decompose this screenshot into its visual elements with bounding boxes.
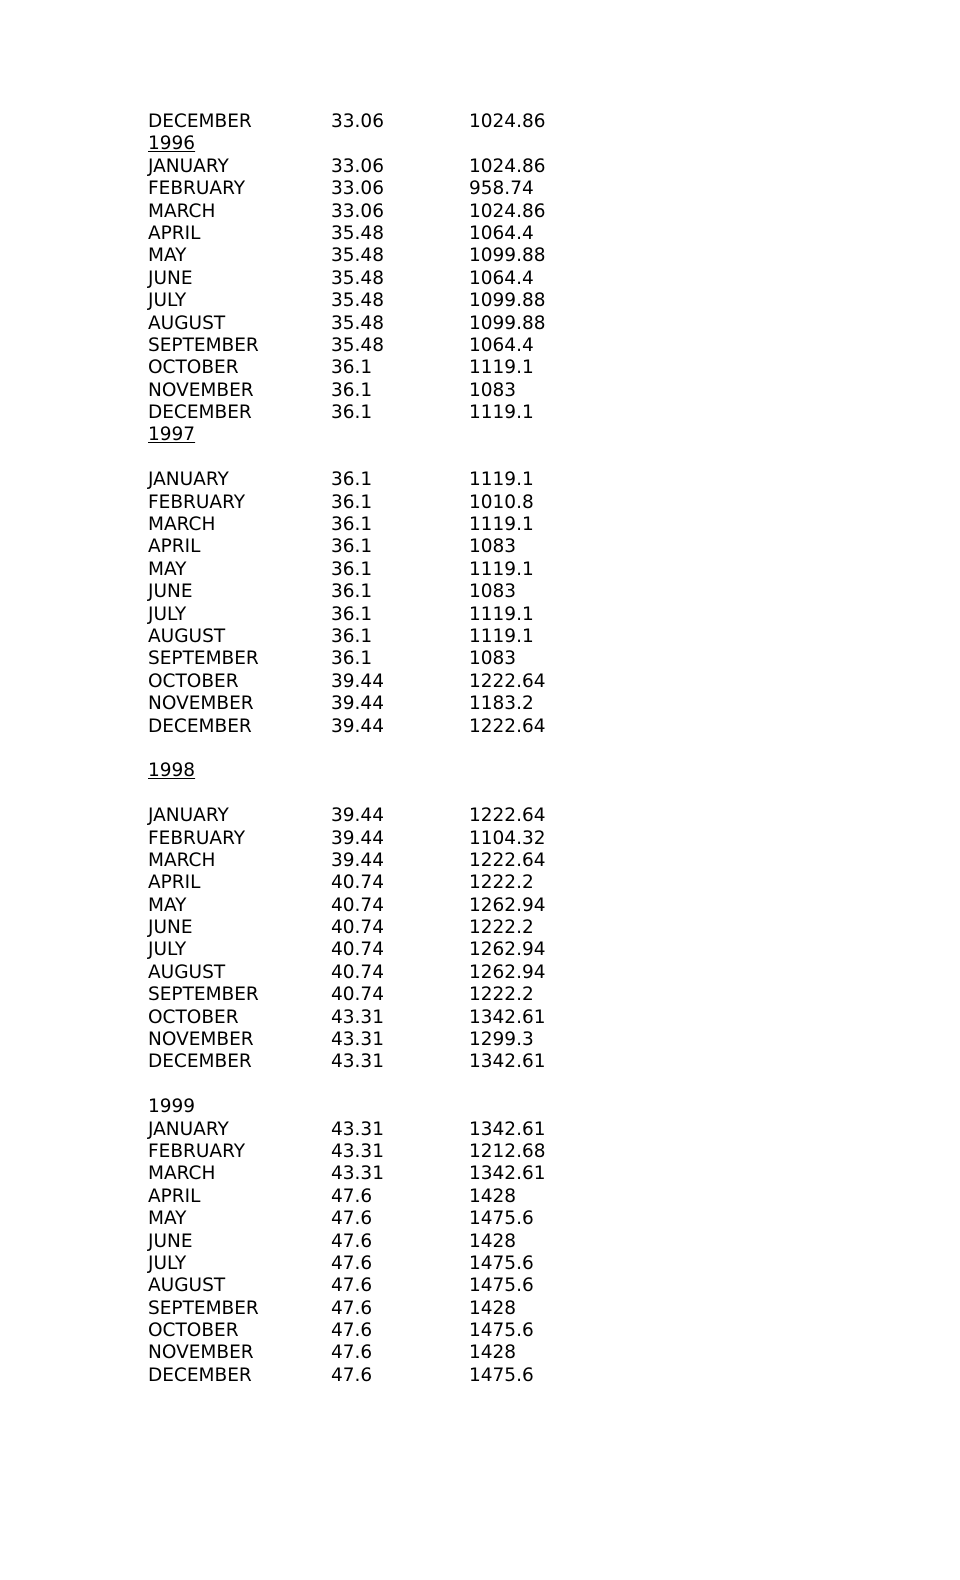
table-row bbox=[148, 178, 668, 200]
table-row bbox=[148, 693, 668, 715]
month-cell: MARCH bbox=[148, 849, 216, 871]
table-row bbox=[148, 156, 668, 178]
rate-cell: 36.1 bbox=[331, 491, 373, 513]
table-row bbox=[148, 626, 668, 648]
amount-cell: 1262.94 bbox=[469, 961, 546, 983]
year-row bbox=[148, 760, 668, 782]
rate-cell: 36.1 bbox=[331, 536, 373, 558]
table-row bbox=[148, 111, 668, 133]
rate-cell: 40.74 bbox=[331, 917, 384, 939]
rate-cell: 47.6 bbox=[331, 1275, 373, 1297]
rate-cell: 39.44 bbox=[331, 805, 384, 827]
rate-cell: 35.48 bbox=[331, 222, 384, 244]
table-row bbox=[148, 872, 668, 894]
table-row bbox=[148, 201, 668, 223]
amount-cell: 1212.68 bbox=[469, 1140, 546, 1162]
month-cell: JUNE bbox=[148, 267, 193, 289]
year-row bbox=[148, 133, 668, 155]
month-cell: JANUARY bbox=[148, 469, 229, 491]
month-cell: DECEMBER bbox=[148, 111, 252, 132]
rate-cell: 39.44 bbox=[331, 670, 384, 692]
rate-cell: 39.44 bbox=[331, 827, 384, 849]
rate-cell: 40.74 bbox=[331, 872, 384, 894]
amount-cell: 1342.61 bbox=[469, 1006, 546, 1028]
rate-cell: 33.06 bbox=[331, 200, 384, 222]
rate-cell: 43.31 bbox=[331, 1006, 384, 1028]
rate-cell: 47.6 bbox=[331, 1252, 373, 1274]
month-cell: AUGUST bbox=[148, 961, 226, 983]
amount-cell: 1342.61 bbox=[469, 1163, 546, 1185]
amount-cell: 1083 bbox=[469, 648, 517, 670]
table-row bbox=[148, 984, 668, 1006]
month-cell: AUGUST bbox=[148, 312, 226, 334]
table-row bbox=[148, 1208, 668, 1230]
table-row bbox=[148, 1029, 668, 1051]
amount-cell: 1342.61 bbox=[469, 1118, 546, 1140]
rate-cell: 47.6 bbox=[331, 1364, 373, 1386]
table-row bbox=[148, 1007, 668, 1029]
amount-cell: 1183.2 bbox=[469, 693, 534, 715]
rate-cell: 36.1 bbox=[331, 514, 373, 536]
table-row bbox=[148, 671, 668, 693]
month-cell: JUNE bbox=[148, 1230, 193, 1252]
month-cell: JUNE bbox=[148, 917, 193, 939]
table-row bbox=[148, 268, 668, 290]
rate-cell: 40.74 bbox=[331, 939, 384, 961]
rate-cell: 35.48 bbox=[331, 245, 384, 267]
month-cell: FEBRUARY bbox=[148, 491, 246, 513]
amount-cell: 1222.64 bbox=[469, 849, 546, 871]
rate-cell: 33.06 bbox=[331, 155, 384, 177]
amount-cell: 1119.1 bbox=[469, 558, 534, 580]
month-cell: JULY bbox=[148, 603, 187, 625]
month-cell: APRIL bbox=[148, 222, 201, 244]
rate-cell: 47.6 bbox=[331, 1342, 373, 1364]
rate-cell: 43.31 bbox=[331, 1051, 384, 1073]
table-row bbox=[148, 290, 668, 312]
amount-cell: 1475.6 bbox=[469, 1364, 534, 1386]
month-cell: NOVEMBER bbox=[148, 379, 254, 401]
amount-cell: 1299.3 bbox=[469, 1029, 534, 1051]
table-row bbox=[148, 1186, 668, 1208]
amount-cell: 1104.32 bbox=[469, 827, 546, 849]
month-cell: JULY bbox=[148, 290, 187, 312]
rate-cell: 43.31 bbox=[331, 1029, 384, 1051]
table-row bbox=[148, 939, 668, 961]
table-row bbox=[148, 1141, 668, 1163]
year-heading: 1999 bbox=[148, 1096, 196, 1118]
amount-cell: 1083 bbox=[469, 379, 517, 401]
rate-cell: 47.6 bbox=[331, 1297, 373, 1319]
amount-cell: 1222.2 bbox=[469, 917, 534, 939]
amount-cell: 1342.61 bbox=[469, 1051, 546, 1073]
amount-cell: 1475.6 bbox=[469, 1208, 534, 1230]
table-row bbox=[148, 380, 668, 402]
amount-cell: 1064.4 bbox=[469, 334, 534, 356]
amount-cell: 1262.94 bbox=[469, 894, 546, 916]
month-cell: OCTOBER bbox=[148, 670, 239, 692]
amount-cell: 1119.1 bbox=[469, 603, 534, 625]
amount-cell: 1222.64 bbox=[469, 670, 546, 692]
amount-cell: 1064.4 bbox=[469, 222, 534, 244]
amount-cell: 1099.88 bbox=[469, 312, 546, 334]
month-cell: MAY bbox=[148, 1208, 187, 1230]
rate-cell: 36.1 bbox=[331, 603, 373, 625]
table-row bbox=[148, 536, 668, 558]
amount-cell: 1099.88 bbox=[469, 245, 546, 267]
amount-cell: 1024.86 bbox=[469, 111, 546, 132]
rate-cell: 40.74 bbox=[331, 894, 384, 916]
table-row bbox=[148, 1320, 668, 1342]
table-row bbox=[148, 245, 668, 267]
table-row bbox=[148, 223, 668, 245]
table-row bbox=[148, 335, 668, 357]
table-row bbox=[148, 313, 668, 335]
month-cell: FEBRUARY bbox=[148, 827, 246, 849]
month-cell: APRIL bbox=[148, 536, 201, 558]
month-cell: DECEMBER bbox=[148, 402, 252, 424]
blank-row bbox=[148, 783, 668, 805]
rate-cell: 40.74 bbox=[331, 984, 384, 1006]
month-cell: JANUARY bbox=[148, 155, 229, 177]
table-row bbox=[148, 514, 668, 536]
month-cell: MARCH bbox=[148, 1163, 216, 1185]
amount-cell: 1119.1 bbox=[469, 357, 534, 379]
monthly-rate-table bbox=[148, 111, 668, 1387]
amount-cell: 1222.2 bbox=[469, 984, 534, 1006]
rate-cell: 36.1 bbox=[331, 648, 373, 670]
amount-cell: 1024.86 bbox=[469, 200, 546, 222]
rate-cell: 35.48 bbox=[331, 290, 384, 312]
blank-row bbox=[148, 738, 668, 760]
month-cell: OCTOBER bbox=[148, 1320, 239, 1342]
table-row bbox=[148, 357, 668, 379]
rate-cell: 36.1 bbox=[331, 625, 373, 647]
month-cell: FEBRUARY bbox=[148, 1140, 246, 1162]
table-row bbox=[148, 492, 668, 514]
table-row bbox=[148, 559, 668, 581]
amount-cell: 1222.64 bbox=[469, 805, 546, 827]
amount-cell: 1222.2 bbox=[469, 872, 534, 894]
month-cell: SEPTEMBER bbox=[148, 1297, 259, 1319]
table-row bbox=[148, 1365, 668, 1387]
amount-cell: 1083 bbox=[469, 581, 517, 603]
rate-cell: 35.48 bbox=[331, 334, 384, 356]
month-cell: SEPTEMBER bbox=[148, 648, 259, 670]
table-row bbox=[148, 1342, 668, 1364]
table-row bbox=[148, 805, 668, 827]
amount-cell: 1475.6 bbox=[469, 1275, 534, 1297]
table-row bbox=[148, 1298, 668, 1320]
table-row bbox=[148, 1119, 668, 1141]
table-row bbox=[148, 917, 668, 939]
month-cell: MARCH bbox=[148, 514, 216, 536]
blank-row bbox=[148, 447, 668, 469]
month-cell: SEPTEMBER bbox=[148, 984, 259, 1006]
rate-cell: 36.1 bbox=[331, 581, 373, 603]
amount-cell: 1428 bbox=[469, 1342, 517, 1364]
table-row bbox=[148, 962, 668, 984]
table-row bbox=[148, 895, 668, 917]
amount-cell: 1475.6 bbox=[469, 1320, 534, 1342]
table-row bbox=[148, 648, 668, 670]
month-cell: JANUARY bbox=[148, 1118, 229, 1140]
amount-cell: 1428 bbox=[469, 1230, 517, 1252]
rate-cell: 39.44 bbox=[331, 715, 384, 737]
rate-cell: 43.31 bbox=[331, 1163, 384, 1185]
rate-cell: 36.1 bbox=[331, 379, 373, 401]
month-cell: MAY bbox=[148, 558, 187, 580]
year-heading: 1996 bbox=[148, 133, 196, 155]
rate-cell: 39.44 bbox=[331, 693, 384, 715]
rate-cell: 40.74 bbox=[331, 961, 384, 983]
table-row bbox=[148, 1163, 668, 1185]
year-row bbox=[148, 1096, 668, 1118]
table-row bbox=[148, 1275, 668, 1297]
amount-cell: 1428 bbox=[469, 1297, 517, 1319]
rate-cell: 47.6 bbox=[331, 1320, 373, 1342]
amount-cell: 1119.1 bbox=[469, 625, 534, 647]
rate-cell: 36.1 bbox=[331, 469, 373, 491]
amount-cell: 1010.8 bbox=[469, 491, 534, 513]
rate-cell: 35.48 bbox=[331, 312, 384, 334]
rate-cell: 39.44 bbox=[331, 849, 384, 871]
amount-cell: 1024.86 bbox=[469, 155, 546, 177]
month-cell: APRIL bbox=[148, 1185, 201, 1207]
table-row bbox=[148, 1051, 668, 1073]
month-cell: NOVEMBER bbox=[148, 1029, 254, 1051]
month-cell: JULY bbox=[148, 1252, 187, 1274]
amount-cell: 1099.88 bbox=[469, 290, 546, 312]
month-cell: DECEMBER bbox=[148, 1364, 252, 1386]
amount-cell: 1428 bbox=[469, 1185, 517, 1207]
month-cell: AUGUST bbox=[148, 625, 226, 647]
month-cell: JANUARY bbox=[148, 805, 229, 827]
amount-cell: 1475.6 bbox=[469, 1252, 534, 1274]
year-heading: 1997 bbox=[148, 424, 196, 446]
table-row bbox=[148, 850, 668, 872]
rate-cell: 47.6 bbox=[331, 1230, 373, 1252]
rate-cell: 35.48 bbox=[331, 267, 384, 289]
amount-cell: 1064.4 bbox=[469, 267, 534, 289]
amount-cell: 1083 bbox=[469, 536, 517, 558]
month-cell: OCTOBER bbox=[148, 1006, 239, 1028]
month-cell: SEPTEMBER bbox=[148, 334, 259, 356]
rate-cell: 36.1 bbox=[331, 402, 373, 424]
amount-cell: 1119.1 bbox=[469, 402, 534, 424]
amount-cell: 1262.94 bbox=[469, 939, 546, 961]
month-cell: MARCH bbox=[148, 200, 216, 222]
month-cell: MAY bbox=[148, 245, 187, 267]
month-cell: JULY bbox=[148, 939, 187, 961]
table-row bbox=[148, 716, 668, 738]
blank-row bbox=[148, 1074, 668, 1096]
table-row bbox=[148, 581, 668, 603]
amount-cell: 958.74 bbox=[469, 178, 534, 200]
month-cell: FEBRUARY bbox=[148, 178, 246, 200]
month-cell: APRIL bbox=[148, 872, 201, 894]
table-row bbox=[148, 604, 668, 626]
rate-cell: 43.31 bbox=[331, 1140, 384, 1162]
amount-cell: 1119.1 bbox=[469, 469, 534, 491]
rate-cell: 36.1 bbox=[331, 558, 373, 580]
month-cell: NOVEMBER bbox=[148, 1342, 254, 1364]
table-row bbox=[148, 1253, 668, 1275]
month-cell: OCTOBER bbox=[148, 357, 239, 379]
rate-cell: 33.06 bbox=[331, 178, 384, 200]
year-row bbox=[148, 424, 668, 446]
month-cell: DECEMBER bbox=[148, 1051, 252, 1073]
rate-cell: 47.6 bbox=[331, 1208, 373, 1230]
table-row bbox=[148, 469, 668, 491]
amount-cell: 1222.64 bbox=[469, 715, 546, 737]
table-row bbox=[148, 828, 668, 850]
table-row bbox=[148, 402, 668, 424]
month-cell: MAY bbox=[148, 894, 187, 916]
rate-cell: 36.1 bbox=[331, 357, 373, 379]
amount-cell: 1119.1 bbox=[469, 514, 534, 536]
rate-cell: 33.06 bbox=[331, 111, 384, 132]
table-row bbox=[148, 1231, 668, 1253]
month-cell: AUGUST bbox=[148, 1275, 226, 1297]
month-cell: DECEMBER bbox=[148, 715, 252, 737]
rate-cell: 43.31 bbox=[331, 1118, 384, 1140]
rate-cell: 47.6 bbox=[331, 1185, 373, 1207]
month-cell: JUNE bbox=[148, 581, 193, 603]
month-cell: NOVEMBER bbox=[148, 693, 254, 715]
year-heading: 1998 bbox=[148, 760, 196, 782]
